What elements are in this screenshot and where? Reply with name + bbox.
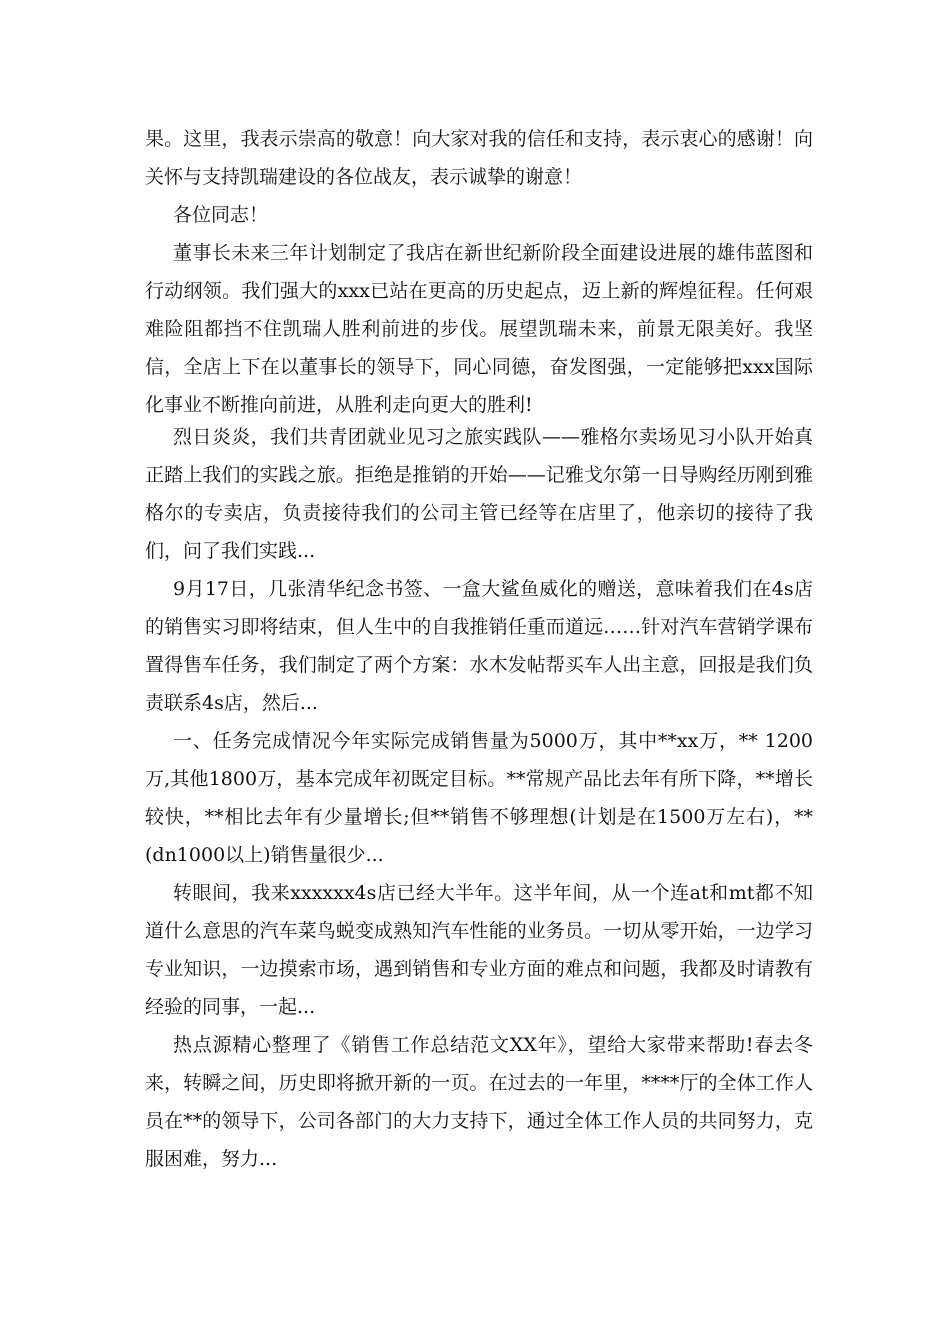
- excerpt-paragraph-sales-summary: 热点源精心整理了《销售工作总结范文XX年》，望给大家带来帮助!春去冬来，转瞬之间，历史即将掀开新的一页。在过去的一年里，****厅的全体工作人员在**的领导下，公司各部门的大力支持下，通过全体工作人员的共同努力，克服困难，努力...: [145, 1034, 813, 1170]
- excerpt-paragraph-4s-internship: 9月17日，几张清华纪念书签、一盒大鲨鱼威化的赠送，意味着我们在4s店的销售实习即将结束，但人生中的自我推销任重而道远……针对汽车营销学课布置得售车任务，我们制定了两个方案：水木发帖帮买车人出主意，回报是我们负责联系4s店，然后...: [145, 578, 813, 714]
- speech-paragraph-vision: 董事长未来三年计划制定了我店在新世纪新阶段全面建设进展的雄伟蓝图和行动纲领。我们强大的xxx已站在更高的历史起点，迈上新的辉煌征程。任何艰难险阻都挡不住凯瑞人胜利前进的步伐。展望凯瑞未来，前景无限美好。我坚信，全店上下在以董事长的领导下，同心同德，奋发图强，一定能够把xxx国际化事业不断推向前进，从胜利走向更大的胜利!: [145, 242, 813, 416]
- speech-paragraph-closing-thanks: 果。这里，我表示崇高的敬意！向大家对我的信任和支持，表示衷心的感谢！向关怀与支持凯瑞建设的各位战友，表示诚挚的谢意！: [145, 128, 813, 188]
- excerpt-paragraph-sales-tasks: 一、任务完成情况今年实际完成销售量为5000万，其中**xx万，** 1200万,其他1800万，基本完成年初既定目标。**常规产品比去年有所下降，**增长较快，**相比去年有少量增长;但**销售不够理想(计划是在1500万左右)，**(dn1000以上)销售量很少...: [145, 730, 813, 866]
- excerpt-paragraph-half-year: 转眼间，我来xxxxxx4s店已经大半年。这半年间，从一个连at和mt都不知道什么意思的汽车菜鸟蜕变成熟知汽车性能的业务员。一切从零开始，一边学习专业知识，一边摸索市场，遇到销售和专业方面的难点和问题，我都及时请教有经验的同事，一起...: [145, 882, 813, 1018]
- speech-section: [145, 120, 813, 424]
- excerpt-section: [145, 418, 813, 1178]
- excerpt-paragraph-practice-trip: 烈日炎炎，我们共青团就业见习之旅实践队——雅格尔卖场见习小队开始真正踏上我们的实践之旅。拒绝是推销的开始——记雅戈尔第一日导购经历刚到雅格尔的专卖店，负责接待我们的公司主管已经等在店里了，他亲切的接待了我们，问了我们实践...: [145, 426, 813, 562]
- speech-paragraph-salutation: 各位同志！: [173, 204, 269, 226]
